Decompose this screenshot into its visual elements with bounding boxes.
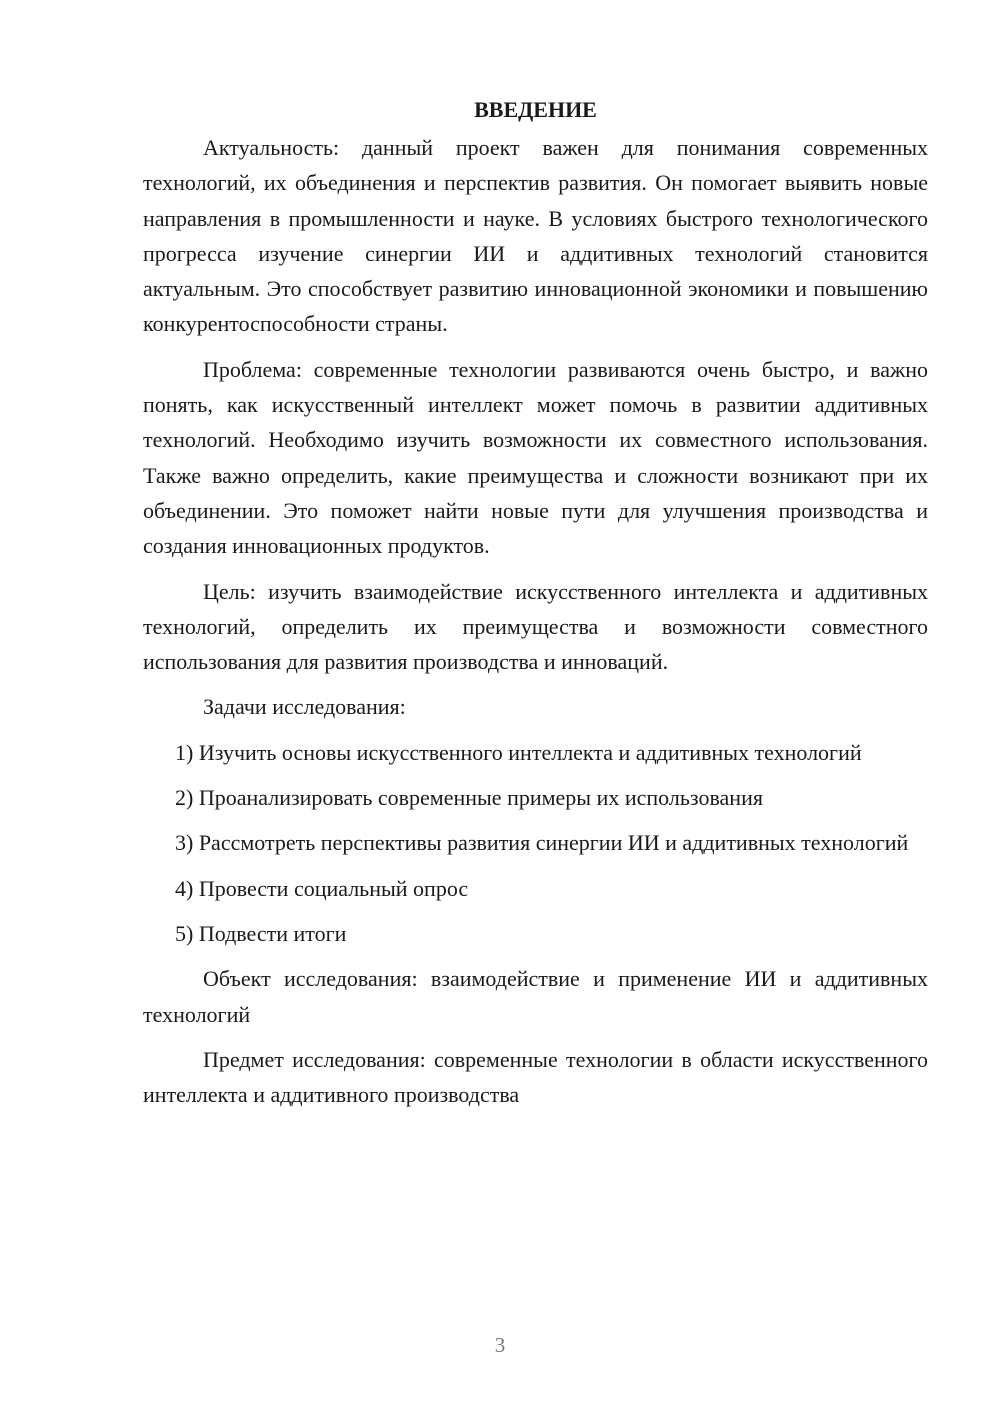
- relevance-paragraph: Актуальность: данный проект важен для понимания современных технологий, их объединения и перспектив развития. Он помогает выявить новые направления в промышленности и науке. В условиях быстрого технологического прогресса изучение синергии ИИ и аддитивных технологий становится актуальным. Это способствует развитию инновационной экономики и повышению конкурентоспособности страны.: [143, 135, 928, 337]
- goal-paragraph: Цель: изучить взаимодействие искусственного интеллекта и аддитивных технологий, определить их преимущества и возможности совместного использования для развития производства и инноваций.: [143, 578, 928, 675]
- tasks-heading: Задачи исследования:: [203, 694, 406, 720]
- page-number: 3: [494, 1333, 506, 1357]
- page-title: ВВЕДЕНИЕ: [474, 97, 597, 122]
- problem-paragraph: Проблема: современные технологии развиваются очень быстро, и важно понять, как искусственный интеллект может помочь в развитии аддитивных технологий. Необходимо изучить возможности их совместного использования. Также важно определить, какие преимущества и сложности возникают при их объединении. Это поможет найти новые пути для улучшения производства и создания инновационных продуктов.: [143, 356, 928, 559]
- research-object-paragraph: Объект исследования: взаимодействие и применение ИИ и аддитивных технологий: [143, 966, 928, 1027]
- document-page: [143, 92, 928, 1122]
- task-item-4: 4) Провести социальный опрос: [175, 875, 469, 901]
- task-item-2: 2) Проанализировать современные примеры их использования: [175, 785, 763, 811]
- task-item-3: 3) Рассмотреть перспективы развития синергии ИИ и аддитивных технологий: [175, 830, 909, 856]
- task-item-1: 1) Изучить основы искусственного интеллекта и аддитивных технологий: [175, 739, 862, 765]
- task-item-5: 5) Подвести итоги: [175, 920, 347, 946]
- research-subject-paragraph: Предмет исследования: современные технологии в области искусственного интеллекта и аддитивного производства: [143, 1046, 928, 1108]
